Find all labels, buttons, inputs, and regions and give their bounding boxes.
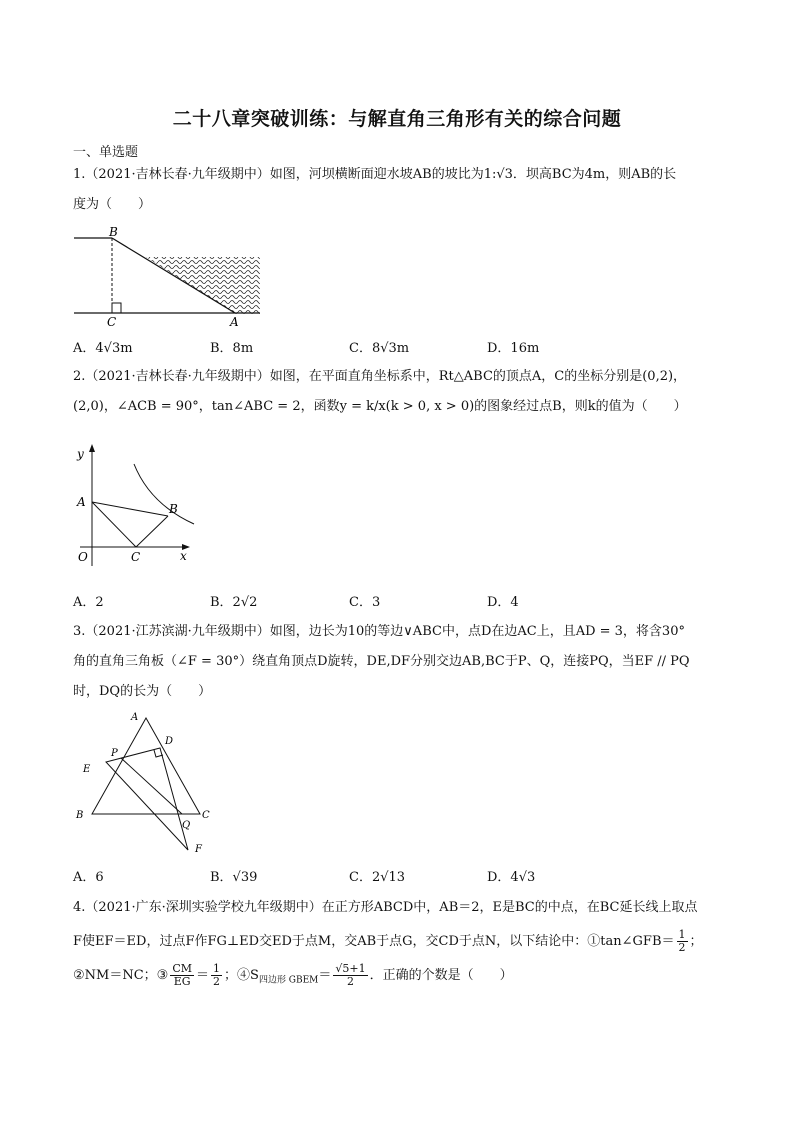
option-c[interactable]: C．8√3m: [349, 341, 410, 356]
option-a[interactable]: A．6: [73, 870, 104, 885]
question-1: [73, 160, 733, 220]
question-2: [73, 362, 733, 422]
label-c: C: [107, 315, 117, 329]
page-title: 二十八章突破训练：与解直角三角形有关的综合问题: [172, 108, 622, 130]
question-4-line-2: [73, 925, 733, 959]
water-hatch: [140, 254, 260, 316]
question-2-line-1: 2.（2021·吉林长春·九年级期中）如图，在平面直角坐标系中，Rt△ABC的顶点A，C的坐标分别是(0,2)，: [73, 369, 687, 384]
label-b: B: [76, 810, 84, 821]
label-b: B: [169, 502, 178, 516]
fraction-2-num: CM: [172, 962, 193, 975]
question-4-line-2-text: F使EF＝ED，过点F作FG⊥ED交ED于点M，交AB于点G，交CD于点N，以下结论中：①tan∠GFB＝: [73, 934, 675, 949]
option-a[interactable]: A．4√3m: [73, 341, 133, 356]
question-1-figure: [70, 224, 270, 330]
triangle-abc: [92, 718, 200, 814]
label-d: D: [165, 736, 174, 747]
fraction-4: [333, 963, 367, 988]
question-4-line-3: [73, 959, 733, 998]
area-subscript: 四边形 GBEM: [258, 975, 319, 986]
question-4-line-3-a: ②NM＝NC；③: [73, 968, 169, 983]
option-d[interactable]: D．4√3: [487, 870, 536, 885]
label-a: A: [77, 495, 86, 509]
question-2-figure: [72, 442, 202, 572]
question-4-line-3-b: ＝: [196, 968, 210, 983]
question-1-line-2: 度为（ ）: [73, 197, 152, 212]
question-4-line-3-e: ．正确的个数是（ ）: [369, 968, 513, 983]
fraction-2-den: EG: [173, 975, 191, 988]
label-p: P: [111, 748, 118, 759]
question-4-line-2-end: ；: [689, 934, 703, 949]
label-x: x: [180, 549, 187, 563]
set-square-def: [106, 748, 191, 850]
question-3-line-1: 3.（2021·江苏滨湖·九年级期中）如图，边长为10的等边∨ABC中，点D在边AC上，且AD = 3，将含30°: [73, 624, 685, 639]
option-b[interactable]: B．2√2: [210, 595, 258, 610]
fraction-4-num: √5+1: [335, 962, 366, 975]
question-4-line-1: 4.（2021·广东·深圳实验学校九年级期中）在正方形ABCD中，AB＝2，E是BC的中点，在BC延长线上取点: [73, 900, 698, 915]
label-y: y: [77, 447, 84, 461]
segment-cb: [136, 516, 168, 547]
fraction-3-num: 1: [213, 962, 221, 975]
option-a[interactable]: A．2: [73, 595, 104, 610]
question-1-line-1: 1.（2021·吉林长春·九年级期中）如图，河坝横断面迎水坡AB的坡比为1:√3．坝高BC为4m，则AB的长: [73, 167, 677, 182]
question-3-figure: [70, 710, 220, 858]
option-c[interactable]: C．2√13: [349, 870, 406, 885]
option-c[interactable]: C．3: [349, 595, 381, 610]
fraction-3: [211, 963, 222, 988]
label-f: F: [195, 844, 202, 855]
fraction-1: [677, 929, 688, 954]
fraction-1-num: 1: [678, 928, 686, 941]
fraction-3-den: 2: [213, 975, 221, 988]
question-4: [73, 891, 733, 998]
question-3-line-2: 角的直角三角板（∠F = 30°）绕直角顶点D旋转，DE,DF分别交边AB,BC于P、Q，连接PQ，当EF // PQ: [73, 654, 690, 669]
label-c: C: [202, 810, 210, 821]
label-a: A: [131, 712, 139, 723]
option-b[interactable]: B．8m: [210, 341, 254, 356]
section-heading: 一、单选题: [73, 145, 139, 160]
label-c: C: [131, 550, 141, 564]
question-4-line-3-d: ＝: [318, 968, 332, 983]
question-3: [73, 617, 733, 707]
label-e: E: [83, 764, 91, 775]
question-3-line-3: 时，DQ的长为（ ）: [73, 684, 212, 699]
question-2-line-2: (2,0)，∠ACB = 90°，tan∠ABC = 2，函数y = k/x(k > 0, x > 0)的图象经过点B，则k的值为（ ）: [73, 399, 687, 414]
fraction-2: [170, 963, 194, 988]
label-q: Q: [182, 820, 191, 831]
option-b[interactable]: B．√39: [210, 870, 258, 885]
label-a: A: [230, 315, 239, 329]
fraction-4-den: 2: [347, 975, 355, 988]
option-d[interactable]: D．16m: [487, 341, 540, 356]
right-angle-mark: [112, 303, 121, 313]
y-axis-arrow: [89, 444, 95, 452]
question-4-line-3-c: ；④S: [224, 968, 259, 983]
label-b: B: [109, 225, 118, 239]
option-d[interactable]: D．4: [487, 595, 519, 610]
label-o: O: [78, 550, 88, 564]
fraction-1-den: 2: [678, 941, 686, 954]
